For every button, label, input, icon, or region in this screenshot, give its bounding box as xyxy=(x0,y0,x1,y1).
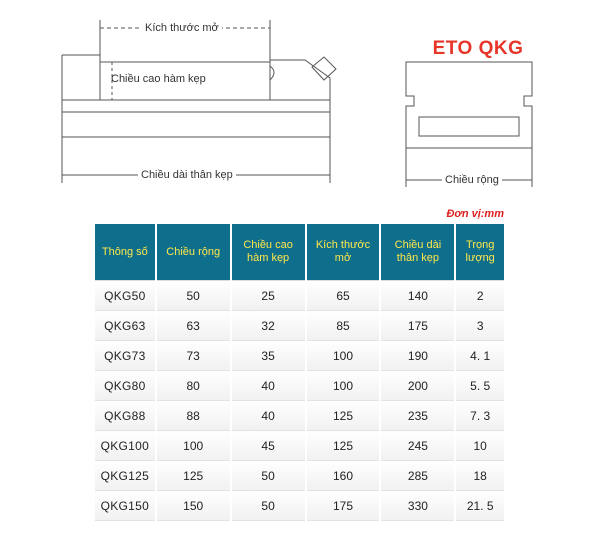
body-length-cell: 140 xyxy=(381,281,454,311)
table-header-row xyxy=(95,224,504,281)
model-cell: QKG80 xyxy=(95,371,155,401)
table-row xyxy=(95,371,504,401)
header-cell: Chiều rộng xyxy=(157,224,230,281)
table-row xyxy=(95,311,504,341)
width-cell: 125 xyxy=(157,461,230,491)
jaw-height-cell: 32 xyxy=(232,311,305,341)
width-cell: 88 xyxy=(157,401,230,431)
weight-cell: 3 xyxy=(456,311,504,341)
width-cell: 63 xyxy=(157,311,230,341)
body-length-label: Chiều dài thân kẹp xyxy=(138,169,236,182)
weight-cell: 10 xyxy=(456,431,504,461)
body-length-cell: 175 xyxy=(381,311,454,341)
open-width-cell: 65 xyxy=(307,281,380,311)
jaw-height-cell: 25 xyxy=(232,281,305,311)
header-cell: Chiều cao hàm kẹp xyxy=(232,224,305,281)
weight-cell: 5. 5 xyxy=(456,371,504,401)
table-row xyxy=(95,461,504,491)
weight-cell: 7. 3 xyxy=(456,401,504,431)
weight-cell: 4. 1 xyxy=(456,341,504,371)
header-cell: Trọng lượng xyxy=(456,224,504,281)
width-cell: 73 xyxy=(157,341,230,371)
header-cell: Chiều dài thân kẹp xyxy=(381,224,454,281)
jaw-height-cell: 50 xyxy=(232,461,305,491)
open-width-label: Kích thước mở xyxy=(142,22,222,35)
product-title: ETO QKG xyxy=(432,38,524,59)
jaw-height-label: Chiều cao hàm kẹp xyxy=(111,73,206,85)
model-cell: QKG88 xyxy=(95,401,155,431)
model-cell: QKG63 xyxy=(95,311,155,341)
body-length-cell: 330 xyxy=(381,491,454,521)
open-width-cell: 125 xyxy=(307,431,380,461)
open-width-cell: 100 xyxy=(307,371,380,401)
jaw-height-cell: 35 xyxy=(232,341,305,371)
table-row xyxy=(95,341,504,371)
open-width-cell: 175 xyxy=(307,491,380,521)
table-row xyxy=(95,491,504,521)
table-row xyxy=(95,401,504,431)
vise-drawing xyxy=(0,0,600,200)
weight-cell: 2 xyxy=(456,281,504,311)
open-width-cell: 100 xyxy=(307,341,380,371)
spec-table xyxy=(93,224,506,521)
unit-label: Đơn vị:mm xyxy=(446,208,504,220)
open-width-cell: 85 xyxy=(307,311,380,341)
jaw-height-cell: 40 xyxy=(232,401,305,431)
jaw-height-cell: 45 xyxy=(232,431,305,461)
vise-diagram xyxy=(0,0,600,200)
width-cell: 80 xyxy=(157,371,230,401)
weight-cell: 18 xyxy=(456,461,504,491)
body-length-cell: 235 xyxy=(381,401,454,431)
model-cell: QKG50 xyxy=(95,281,155,311)
model-cell: QKG125 xyxy=(95,461,155,491)
width-cell: 150 xyxy=(157,491,230,521)
model-cell: QKG100 xyxy=(95,431,155,461)
width-cell: 100 xyxy=(157,431,230,461)
jaw-height-cell: 50 xyxy=(232,491,305,521)
width-cell: 50 xyxy=(157,281,230,311)
table-row xyxy=(95,431,504,461)
jaw-height-cell: 40 xyxy=(232,371,305,401)
open-width-cell: 160 xyxy=(307,461,380,491)
body-length-cell: 200 xyxy=(381,371,454,401)
body-length-cell: 190 xyxy=(381,341,454,371)
body-length-cell: 285 xyxy=(381,461,454,491)
table-row xyxy=(95,281,504,311)
body-length-cell: 245 xyxy=(381,431,454,461)
weight-cell: 21. 5 xyxy=(456,491,504,521)
model-cell: QKG150 xyxy=(95,491,155,521)
model-cell: QKG73 xyxy=(95,341,155,371)
open-width-cell: 125 xyxy=(307,401,380,431)
header-cell: Thông số xyxy=(95,224,155,281)
width-label: Chiều rộng xyxy=(442,174,502,187)
header-cell: Kích thước mở xyxy=(307,224,380,281)
